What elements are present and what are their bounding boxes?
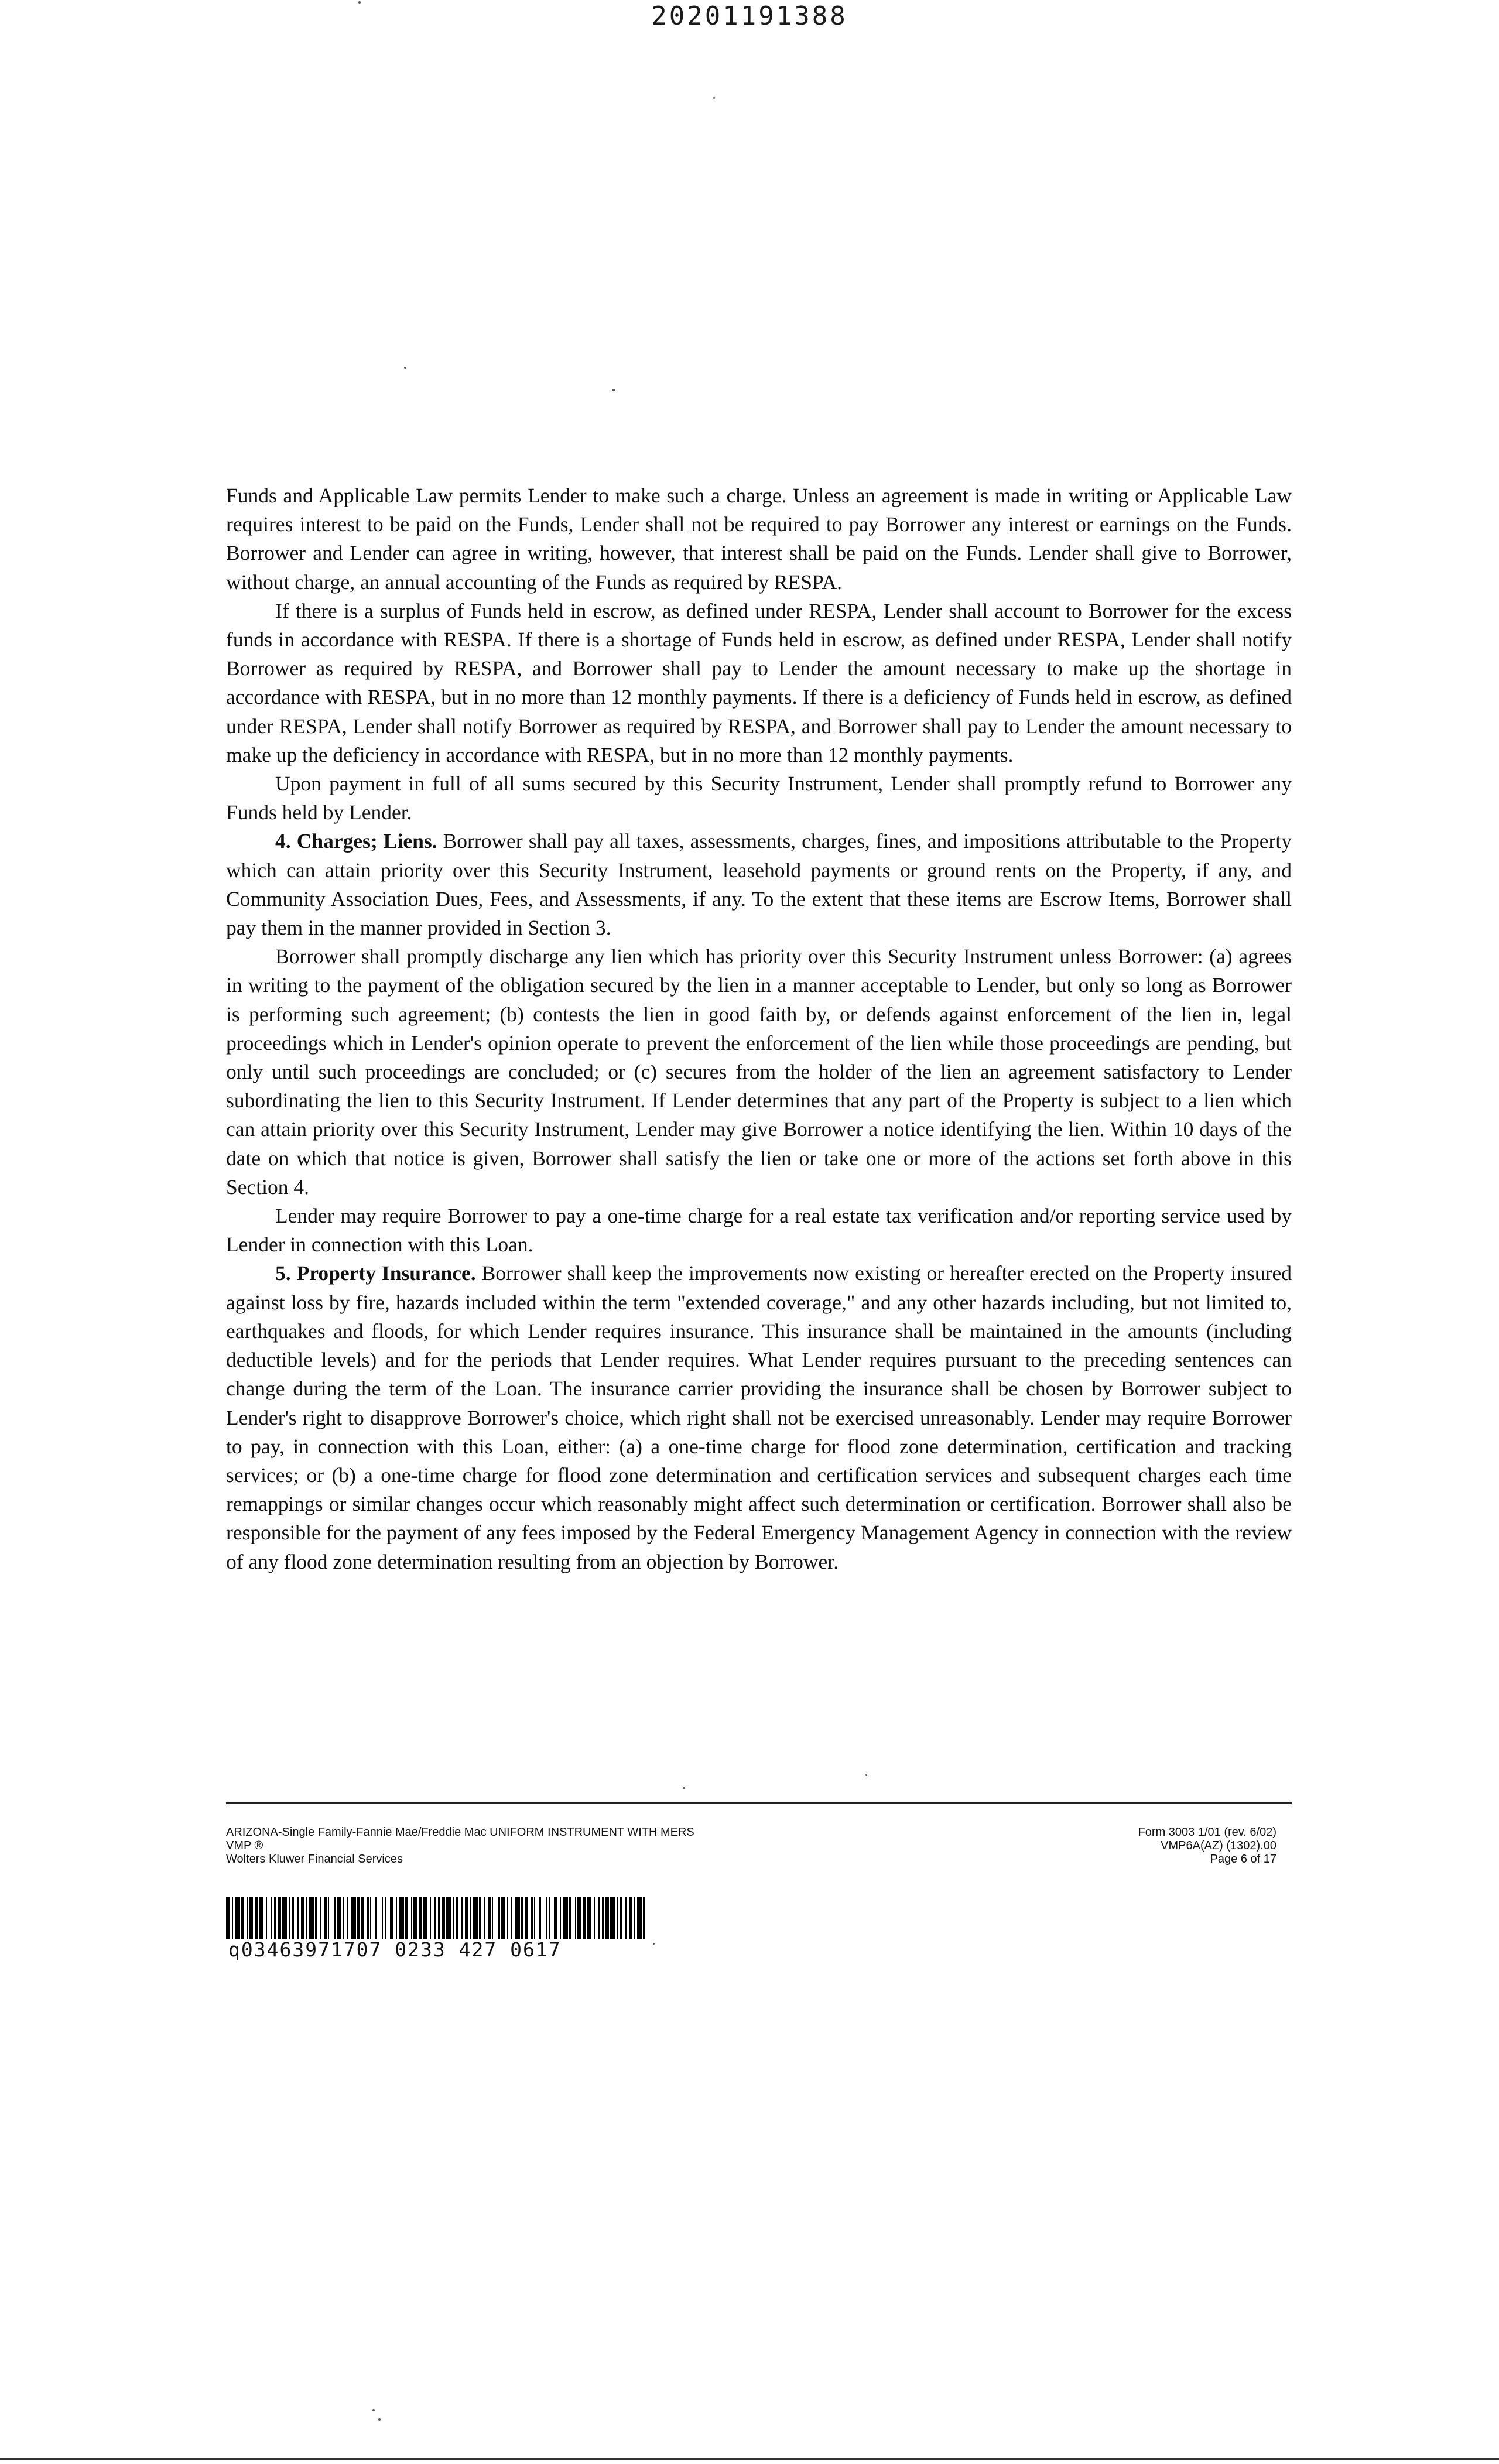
footer-page-number: Page 6 of 17 [1210, 1853, 1276, 1866]
section-5-text: Borrower shall keep the improvements now existing or hereafter erected on the Property insured against loss by fire, hazards included within the term "extended coverage," and any other hazards including, but not limited to, earthquakes and floods, for which Lender requires insurance. This insurance shall be maintained in the amounts (including deductible levels) and for the periods that Lender requires. What Lender requires pursuant to the preceding sentences can change during the term of the Loan. The insurance carrier providing the insurance shall be chosen by Borrower subject to Lender's right to disapprove Borrower's choice, which right shall not be exercised unreasonably. Lender may require Borrower to pay, in connection with this Loan, either: (a) a one-time charge for flood zone determination, certification and tracking services; or (b) a one-time charge for flood zone determination and certification services and subsequent charges each time remappings or similar changes occur which reasonably might affect such determination or certification. Borrower shall also be responsible for the payment of any fees imposed by the Federal Emergency Management Agency in connection with the review of any flood zone determination resulting from an objection by Borrower. [226, 1261, 1292, 1573]
section-4-text: Borrower shall pay all taxes, assessments, charges, fines, and impositions attributable to the Property which can attain priority over this Security Instrument, leasehold payments or ground rents on the Property, if any, and Community Association Dues, Fees, and Assessments, if any. To the extent that these items are Escrow Items, Borrower shall pay them in the manner provided in Section 3. [226, 829, 1292, 940]
footer-form-title: ARIZONA-Single Family-Fannie Mae/Freddie Mac UNIFORM INSTRUMENT WITH MERS [226, 1826, 694, 1839]
barcode-bar [259, 1897, 263, 1939]
section-5-heading: 5. Property Insurance. [275, 1261, 476, 1285]
barcode-bar [329, 1897, 334, 1939]
barcode-bar [541, 1897, 546, 1939]
barcode-bar [446, 1897, 451, 1939]
footer-vmp-mark: VMP ® [226, 1839, 263, 1852]
footer-form-code: Form 3003 1/01 (rev. 6/02) [1138, 1826, 1276, 1839]
section-4-heading: 4. Charges; Liens. [275, 829, 437, 853]
document-number: 20201191388 [651, 1, 848, 31]
barcode-bar [515, 1897, 520, 1939]
barcode-bar [637, 1897, 642, 1939]
paragraph-funds-interest: Funds and Applicable Law permits Lender to make such a charge. Unless an agreement is made in writing or Applicable Law requires interest to be paid on the Funds, Lender shall not be required to pay Borrower any interest or earnings on the Funds. Borrower and Lender can agree in writing, however, that interest shall be paid on the Funds. Lender shall give to Borrower, without charge, an annual accounting of the Funds as required by RESPA. [226, 484, 1292, 594]
barcode-number: q03463971707 0233 427 0617 [228, 1938, 562, 1961]
scan-speck [683, 1787, 685, 1789]
footer-form-number [1138, 1826, 1276, 1866]
paragraph-tax-verification: Lender may require Borrower to pay a one-time charge for a real estate tax verification and/or reporting service used by Lender in connection with this Loan. [226, 1204, 1292, 1257]
section-4-charges-liens [226, 827, 1292, 942]
scan-speck [358, 1, 361, 4]
scan-speck [378, 2418, 381, 2421]
page-bottom-edge [0, 2458, 1499, 2460]
scan-speck [713, 97, 715, 99]
barcode-image [226, 1897, 648, 1939]
barcode-bar [423, 1897, 427, 1939]
scan-speck [653, 1943, 655, 1945]
footer-vmp-code: VMP6A(AZ) (1302).00 [1161, 1839, 1276, 1852]
paragraph-escrow-surplus: If there is a surplus of Funds held in escrow, as defined under RESPA, Lender shall account to Borrower for the excess funds in accordance with RESPA. If there is a shortage of Funds held in escrow, as defined under RESPA, Lender shall notify Borrower as required by RESPA, and Borrower shall pay to Lender the amount necessary to make up the shortage in accordance with RESPA, but in no more than 12 monthly payments. If there is a deficiency of Funds held in escrow, as defined under RESPA, Lender shall notify Borrower as required by RESPA, and Borrower shall pay to Lender the amount necessary to make up the deficiency in accordance with RESPA, but in no more than 12 monthly payments. [226, 598, 1292, 766]
scan-speck [612, 389, 615, 391]
paragraph-refund: Upon payment in full of all sums secured by this Security Instrument, Lender shall promptly refund to Borrower any Funds held by Lender. [226, 772, 1292, 824]
scan-speck [865, 1774, 867, 1776]
barcode-bar [473, 1897, 478, 1939]
paragraph-discharge-lien: Borrower shall promptly discharge any lien which has priority over this Security Instrument unless Borrower: (a) agrees in writing to the payment of the obligation secured by the lien in a manner acceptable to Lender, but only so long as Borrower is performing such agreement; (b) contests the lien in good faith by, or defends against enforcement of the lien in, legal proceedings which in Lender's opinion operate to prevent the enforcement of the lien while those proceedings are pending, but only until such proceedings are concluded; or (c) secures from the holder of the lien an agreement satisfactory to Lender subordinating the lien to this Security Instrument. If Lender determines that any part of the Property is subject to a lien which can attain priority over this Security Instrument, Lender may give Borrower a notice identifying the lien. Within 10 days of the date on which that notice is given, Borrower shall satisfy the lien or take one or more of the actions set forth above in this Section 4. [226, 944, 1292, 1199]
scan-speck [372, 2409, 375, 2411]
barcode-bar [587, 1897, 591, 1939]
barcode-bar [399, 1897, 404, 1939]
scan-speck [404, 367, 406, 369]
barcode-bar [563, 1897, 568, 1939]
section-5-property-insurance [226, 1259, 1292, 1576]
barcode-bar [377, 1897, 382, 1939]
barcode-bar [351, 1897, 356, 1939]
footer-form-description [226, 1826, 694, 1866]
footer-publisher: Wolters Kluwer Financial Services [226, 1853, 403, 1866]
barcode-bar [643, 1897, 645, 1939]
barcode-bar [235, 1897, 240, 1939]
barcode-bar [309, 1897, 314, 1939]
barcode-bar [493, 1897, 498, 1939]
barcode-bar [610, 1897, 615, 1939]
footer-divider [226, 1802, 1292, 1804]
barcode-bar [282, 1897, 287, 1939]
document-body [226, 481, 1292, 1576]
